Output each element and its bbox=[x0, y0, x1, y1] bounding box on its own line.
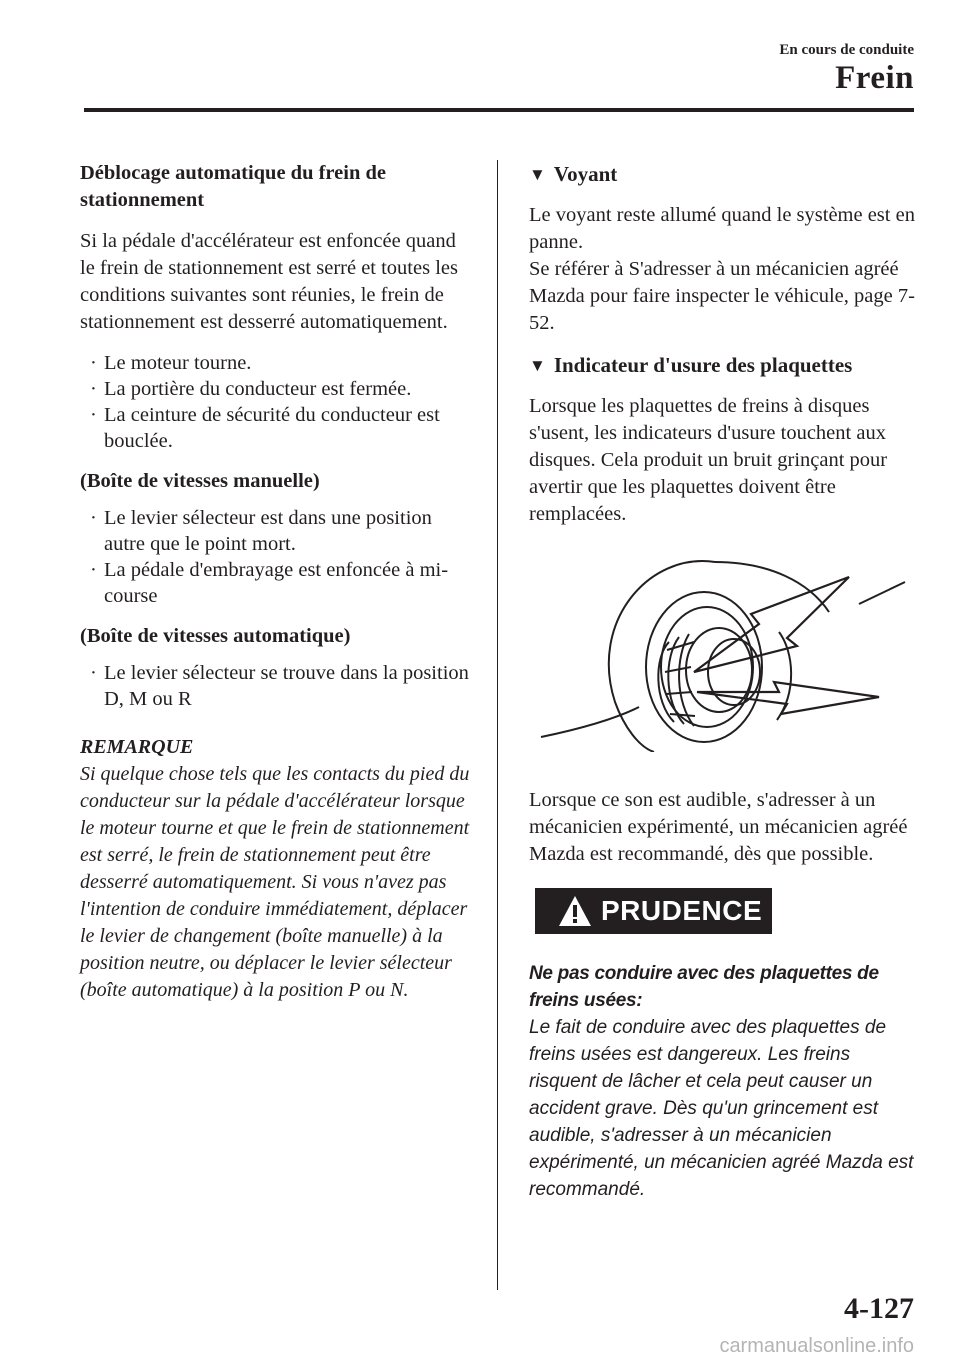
auto-heading: (Boîte de vitesses automatique) bbox=[80, 625, 351, 647]
auto-list bbox=[80, 660, 475, 712]
list-item: · La portière du conducteur est fermée. bbox=[90, 378, 412, 400]
bullet-icon: · bbox=[90, 559, 97, 581]
caution-title: Ne pas conduire avec des plaquettes de freins usées: bbox=[529, 963, 879, 1011]
column-divider bbox=[497, 160, 498, 1290]
warning-triangle-icon bbox=[557, 894, 593, 928]
note-heading: REMARQUE bbox=[80, 736, 194, 758]
right-column bbox=[529, 160, 919, 1203]
voyant-text: Le voyant reste allumé quand le système est en panne. bbox=[529, 204, 915, 253]
caution-text: Le fait de conduire avec des plaquettes de freins usées est dangereux. Les freins risquent de lâcher et cela peut causer un accident grave. Dès qu'un grincement est audible, s'adresser à un mécanicien expérimenté, un mécanicien agréé Mazda est recommandé. bbox=[529, 1017, 914, 1200]
list-item: · La pédale d'embrayage est enfoncée à mi-course bbox=[90, 559, 449, 607]
triangle-down-icon: ▼ bbox=[529, 356, 546, 375]
caution-label: PRUDENCE bbox=[601, 895, 763, 926]
wear-text: Lorsque les plaquettes de freins à disques s'usent, les indicateurs d'usure touchent aux disques. Cela produit un bruit grinçant pour avertir que les plaquettes doivent être remplacées. bbox=[529, 395, 888, 525]
after-figure-text: Lorsque ce son est audible, s'adresser à un mécanicien expérimenté, un mécanicien agréé Mazda est recommandé, dès que possible. bbox=[529, 789, 908, 865]
watermark: carmanualsonline.info bbox=[719, 1335, 914, 1357]
conditions-list bbox=[80, 350, 475, 454]
caution-banner bbox=[535, 888, 772, 934]
bullet-icon: · bbox=[90, 378, 97, 400]
list-item: · Le levier sélecteur est dans une position autre que le point mort. bbox=[90, 507, 432, 555]
intro-paragraph: Si la pédale d'accélérateur est enfoncée quand le frein de stationnement est serré et toutes les conditions suivantes sont réunies, le frein de stationnement est desserré automatiquement. bbox=[80, 230, 458, 333]
voyant-reference: Se référer à S'adresser à un mécanicien agréé Mazda pour faire inspecter le véhicule, page 7-52. bbox=[529, 258, 915, 334]
manual-list bbox=[80, 505, 475, 609]
page-number: 4-127 bbox=[844, 1292, 914, 1325]
left-column bbox=[80, 160, 475, 1004]
wear-heading: ▼ Indicateur d'usure des plaquettes bbox=[529, 353, 853, 377]
note-text: Si quelque chose tels que les contacts du pied du conducteur sur la pédale d'accélérateur lorsque le moteur tourne et que le frein de stationnement est serré, le frein de stationnement peut être desserré automatiquement. Si vous n'avez pas l'intention de conduire immédiatement, déplacer le levier de changement (boîte manuelle) à la position neutre, ou déplacer le levier sélecteur (boîte automatique) à la position P ou N. bbox=[80, 763, 470, 1001]
header-rule bbox=[84, 108, 914, 112]
section-heading: Déblocage automatique du frein de stationnement bbox=[80, 162, 386, 211]
bullet-icon: · bbox=[90, 662, 97, 684]
triangle-down-icon: ▼ bbox=[529, 165, 546, 184]
header-title: Frein bbox=[835, 60, 914, 96]
voyant-heading: ▼ Voyant bbox=[529, 162, 618, 186]
bullet-icon: · bbox=[90, 404, 97, 426]
header-chapter: En cours de conduite bbox=[779, 42, 914, 58]
bullet-icon: · bbox=[90, 507, 97, 529]
manual-heading: (Boîte de vitesses manuelle) bbox=[80, 470, 320, 492]
list-item: · Le levier sélecteur se trouve dans la position D, M ou R bbox=[90, 662, 469, 710]
list-item: · Le moteur tourne. bbox=[90, 352, 252, 374]
bullet-icon: · bbox=[90, 352, 97, 374]
brake-pad-wear-illustration bbox=[529, 542, 909, 752]
list-item: · La ceinture de sécurité du conducteur est bouclée. bbox=[90, 404, 440, 452]
